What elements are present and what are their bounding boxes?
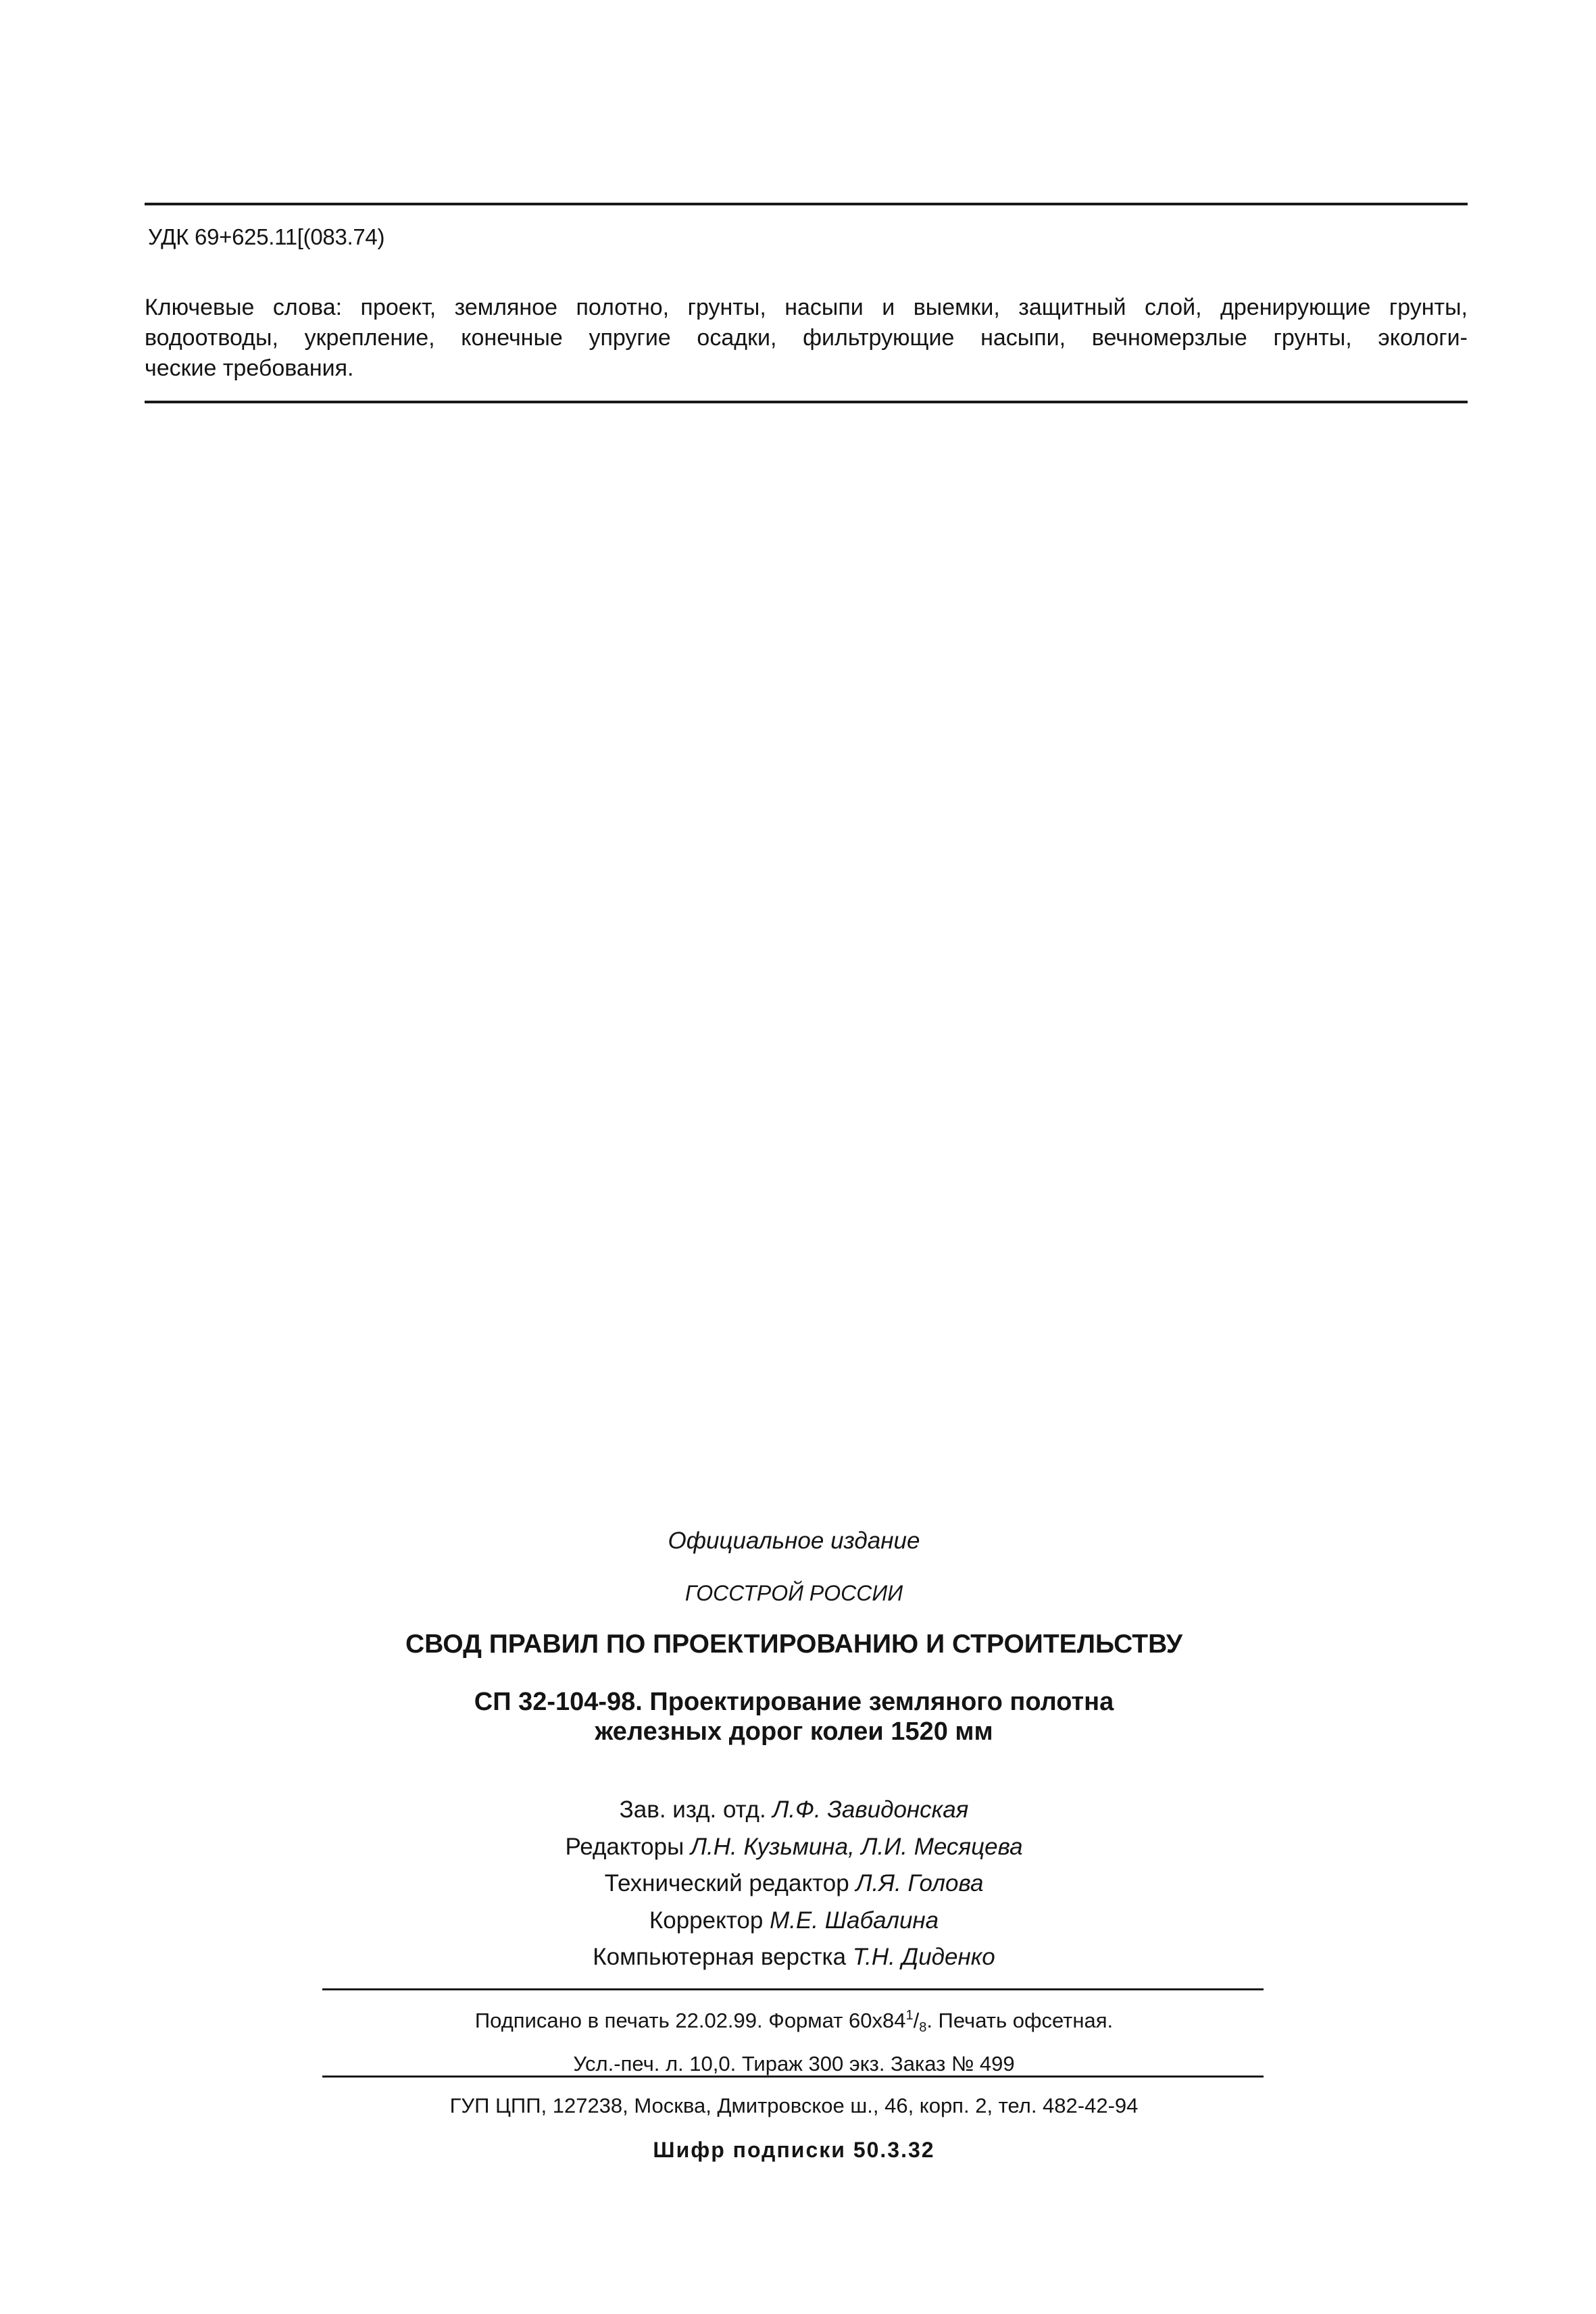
credit-line: [145, 1939, 1443, 1976]
credit-role: Компьютерная верстка: [593, 1944, 847, 1970]
official-edition-label: Официальное издание: [668, 1528, 920, 1554]
keywords-line: водоотводы, укрепление, конечные упругие осадки, фильтрующие насыпи, вечномерзлые грунты, экологи-: [145, 325, 1468, 351]
keywords-line: ческие требования.: [145, 355, 354, 381]
print-info: [145, 1998, 1443, 2082]
credit-role: Редакторы: [565, 1833, 684, 1860]
credit-role: Зав. изд. отд.: [619, 1796, 766, 1823]
format-fraction-slash: /: [913, 2009, 920, 2032]
credit-name: Л.Ф. Завидонская: [772, 1796, 969, 1823]
credit-role: Технический редактор: [604, 1870, 849, 1896]
credit-line: [145, 1903, 1443, 1940]
document-title-line: СП 32-104-98. Проектирование земляного полотна: [474, 1688, 1114, 1716]
print-info-divider-bottom: [322, 2076, 1264, 2078]
printer-address: ГУП ЦПП, 127238, Москва, Дмитровское ш., 46, корп. 2, тел. 482-42-94: [449, 2094, 1139, 2117]
udk-code: УДК 69+625.11[(083.74): [148, 224, 385, 249]
credit-line: [145, 1792, 1443, 1829]
credit-role: Корректор: [649, 1907, 764, 1934]
publisher-name: ГОССТРОЙ РОССИИ: [684, 1581, 903, 1605]
format-fraction-numerator: 1: [905, 2008, 914, 2023]
credit-name: Т.Н. Диденко: [852, 1944, 995, 1970]
keywords-divider: [145, 401, 1468, 403]
document-title-line: железных дорог колеи 1520 мм: [595, 1717, 993, 1746]
credit-name: Л.Н. Кузьмина, Л.И. Месяцева: [691, 1833, 1023, 1860]
run-info-line: Усл.-печ. л. 10,0. Тираж 300 экз. Заказ № 499: [573, 2052, 1015, 2076]
credits-list: [145, 1792, 1443, 1976]
credit-name: Л.Я. Голова: [855, 1870, 984, 1896]
print-info-divider-top: [322, 1988, 1264, 1990]
top-divider: [145, 203, 1468, 205]
credit-line: [145, 1829, 1443, 1866]
series-title: СВОД ПРАВИЛ ПО ПРОЕКТИРОВАНИЮ И СТРОИТЕЛЬСТВУ: [405, 1630, 1183, 1659]
signed-and-format: Подписано в печать 22.02.99. Формат 60x84: [474, 2009, 906, 2032]
document-title: [145, 1687, 1443, 1746]
print-type: . Печать офсетная.: [926, 2009, 1114, 2032]
subscription-code: Шифр подписки 50.3.32: [653, 2138, 935, 2162]
credit-line: [145, 1865, 1443, 1903]
credit-name: М.Е. Шабалина: [770, 1907, 939, 1934]
format-fraction-denominator: 8: [919, 2020, 927, 2035]
signed-and-format-line: [145, 1998, 1443, 2046]
keywords-paragraph: [145, 293, 1468, 384]
keywords-line: Ключевые слова: проект, земляное полотно, грунты, насыпи и выемки, защитный слой, дренирующие грунты,: [145, 295, 1468, 320]
